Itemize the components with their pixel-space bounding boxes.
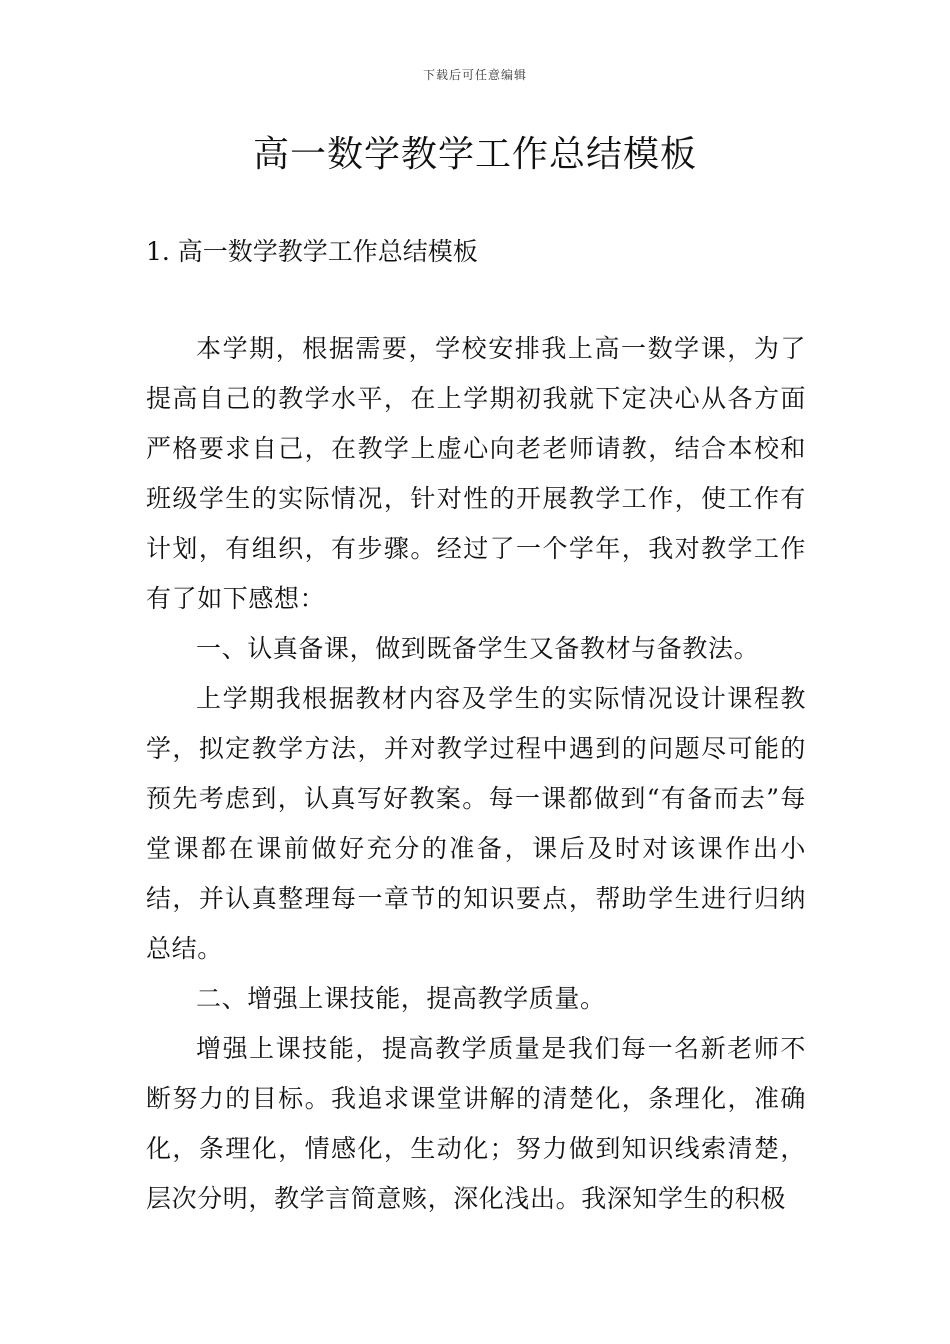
paragraph-point-one-body: 上学期我根据教材内容及学生的实际情况设计课程教学，拟定教学方法，并对教学过程中遇到的问题尽可能的预先考虑到，认真写好教案。每一课都做到“有备而去”每堂课都在课前做好充分的准备，课后及时对该课作出小结，并认真整理每一章节的知识要点，帮助学生进行归纳总结。: [146, 684, 806, 963]
paragraph-point-two-heading: 二、增强上课技能，提高教学质量。: [196, 984, 606, 1013]
paragraph-point-two-body: 增强上课技能，提高教学质量是我们每一名新老师不断努力的目标。我追求课堂讲解的清楚化，条理化，准确化，条理化，情感化，生动化；努力做到知识线索清楚，层次分明，教学言简意赅，深化浅出。我深知学生的积极: [146, 1034, 806, 1213]
header-note: 下载后可任意编辑: [422, 68, 527, 82]
body-text: [146, 324, 806, 1224]
section-heading: 1. 高一数学教学工作总结模板: [146, 237, 478, 266]
paragraph-intro: 本学期，根据需要，学校安排我上高一数学课，为了提高自己的教学水平，在上学期初我就下定决心从各方面严格要求自己，在教学上虚心向老老师请教，结合本校和班级学生的实际情况，针对性的开展教学工作，使工作有计划，有组织，有步骤。经过了一个学年，我对教学工作有了如下感想：: [146, 334, 806, 613]
paragraph-point-one-heading: 一、认真备课，做到既备学生又备教材与备教法。: [196, 634, 760, 663]
document-title: 高一数学教学工作总结模板: [252, 134, 697, 175]
